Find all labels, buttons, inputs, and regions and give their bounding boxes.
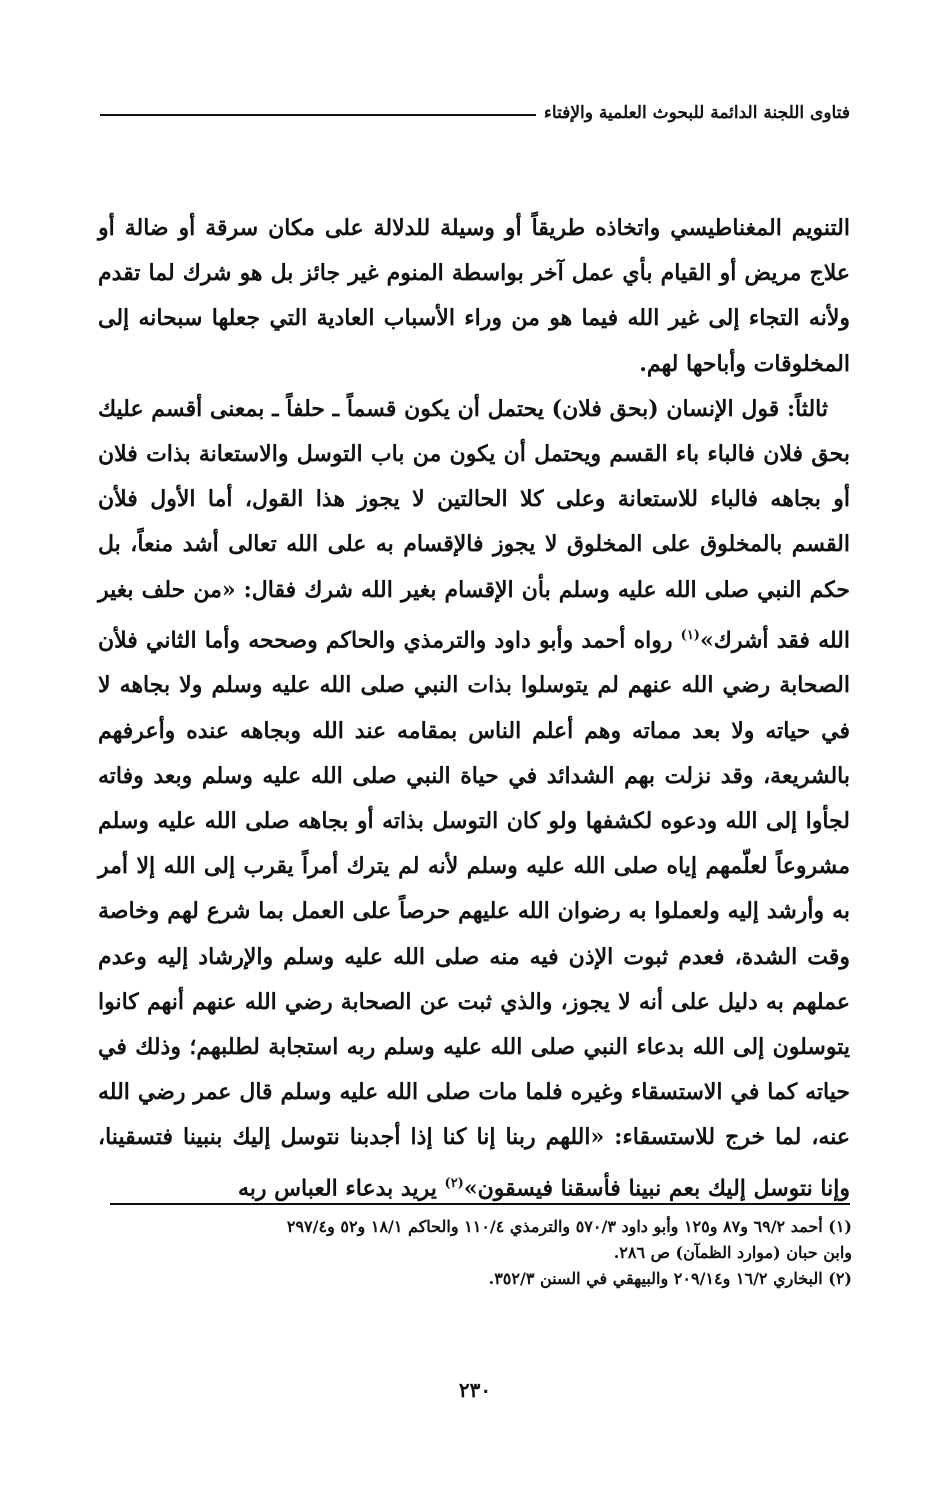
running-header: [100, 98, 850, 128]
footnote-2: (٢) البخاري ١٦/٢ و٢٠٩/١٤ والبيهقي في السنن ٣٥٢/٣.: [488, 1269, 852, 1288]
body-text: [98, 206, 850, 1211]
paragraph-1: التنويم المغناطيسي واتخاذه طريقاً أو وسيلة للدلالة على مكان سرقة أو ضالة أو علاج مريض أو القيام بأي عمل آخر بواسطة المنوم غير جائز بل هو شرك لما تقدم ولأنه التجاء إلى غير الله فيما هو من وراء الأسباب العادية التي جعلها سبحانه إلى المخلوقات وأباحها لهم.: [98, 215, 850, 377]
footnote-rule: [110, 1203, 850, 1205]
footnote-1-line-2: وابن حبان (موارد الظمآن) ص ٢٨٦.: [613, 1243, 852, 1262]
footnote-ref-1[interactable]: (١): [680, 627, 700, 643]
paragraph-2-text-b: رواه أحمد وأبو داود والترمذي والحاكم وصححه وأما الثاني فلأن الصحابة رضي الله عنهم لم يتوسلوا بذات النبي صلى الله عليه وسلم ولا بجاهه لا في حياته ولا بعد مماته وهم أعلم الناس بمقامه عند الله وبجاهه عنده وأعرفهم بالشريعة، وقد نزلت بهم الشدائد في حياة النبي صلى الله عليه وسلم وبعد وفاته لجأوا إلى الله ودعوه لكشفها ولو كان التوسل بذاته أو بجاهه صلى الله عليه وسلم مشروعاً لعلّمهم إياه صلى الله عليه وسلم لأنه لم يترك أمراً يقرب إلى الله إلا أمر به وأرشد إليه ولعملوا به رضوان الله عليهم حرصاً على العمل بما شرع لهم وخاصة وقت الشدة، فعدم ثبوت الإذن فيه منه صلى الله عليه وسلم والإرشاد إليه وعدم عملهم به دليل على أنه لا يجوز، والذي ثبت عن الصحابة رضي الله عنهم أنهم كانوا يتوسلون إلى الله بدعاء النبي صلى الله عليه وسلم ربه استجابة لطلبهم؛ وذلك في حياته كما في الاستسقاء وغيره فلما مات صلى الله عليه وسلم قال عمر رضي الله عنه، لما خرج للاستسقاء: «اللهم ربنا إنا كنا إذا أجدبنا نتوسل إليك بنبينا فتسقينا، وإنا نتوسل إليك بعم نبينا فأسقنا فيسقون»: [98, 627, 850, 1201]
footnotes: [100, 1214, 852, 1292]
header-title: فتاوى اللجنة الدائمة للبحوث العلمية والإفتاء: [543, 103, 850, 123]
page-number: ٢٣٠: [458, 1378, 492, 1402]
paragraph-2-text-c: يريد بدعاء العباس ربه: [237, 1174, 445, 1201]
paragraph-2-text-a: قول الإنسان (بحق فلان) يحتمل أن يكون قسماً ـ حلفاً ـ بمعنى أقسم عليك بحق فلان فالباء باء القسم ويحتمل أن يكون من باب التوسل والاستعانة بذات فلان أو بجاهه فالباء للاستعانة وعلى كلا الحالتين لا يجوز هذا القول، أما الأول فلأن القسم بالمخلوق على المخلوق لا يجوز فالإقسام به على الله تعالى أشد منعاً، بل حكم النبي صلى الله عليه وسلم بأن الإقسام بغير الله شرك فقال: «من حلف بغير الله فقد أشرك»: [98, 395, 850, 654]
header-rule: [100, 114, 536, 116]
footnote-1-line-1: (١) أحمد ٦٩/٢ و٨٧ و١٢٥ وأبو داود ٥٧٠/٣ والترمذي ١١٠/٤ والحاكم ١٨/١ و٥٢ و٢٩٧/٤: [286, 1217, 852, 1236]
paragraph-2: [98, 387, 850, 1211]
footnote-ref-2[interactable]: (٢): [444, 1175, 464, 1191]
paragraph-2-lead: ثالثاً:: [786, 395, 828, 422]
